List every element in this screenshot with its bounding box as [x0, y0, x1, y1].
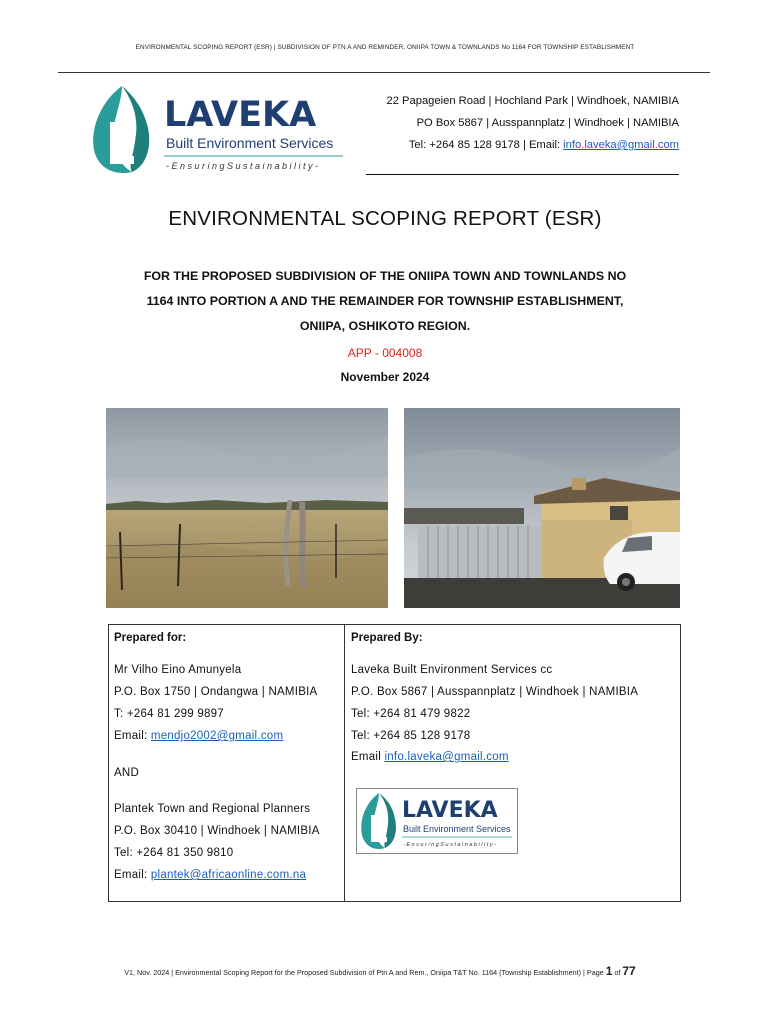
report-date: November 2024 — [340, 370, 430, 384]
footer-of: of — [612, 968, 623, 977]
address-email-link[interactable]: info.laveka@gmail.com — [563, 139, 679, 151]
address-line-2: PO Box 5867 | Ausspannplatz | Windhoek | NAMIBIA — [416, 117, 679, 129]
address-line-1: 22 Papageien Road | Hochland Park | Windhoek, NAMIBIA — [386, 95, 679, 107]
prepared-for-heading: Prepared for: — [114, 632, 187, 644]
client-name: Mr Vilho Eino Amunyela — [114, 664, 242, 676]
footer-page-number: 1 — [605, 964, 613, 978]
client-tel: T: +264 81 299 9897 — [114, 708, 224, 720]
client-email-label: Email: — [114, 730, 151, 742]
consultant-name: Laveka Built Environment Services cc — [351, 664, 553, 676]
prepared-by-heading: Prepared By: — [351, 632, 423, 644]
footer-text: V1, Nov. 2024 | Environmental Scoping Report for the Proposed Subdivision of Ptn A and Rem., Oniipa T&T No. 1164 (Township Establishment) | Page — [124, 968, 606, 977]
logo-tagline: Built Environment Services — [166, 135, 334, 151]
page-footer — [70, 964, 690, 978]
consultant-email — [351, 751, 509, 763]
and-label: AND — [114, 767, 140, 779]
running-header: ENVIRONMENTAL SCOPING REPORT (ESR) | SUBDIVISION OF PTN A AND REMINDER, ONIIPA TOWN & TOWNLANDS No 1164 FOR TOWNSHIP ESTABLISHMENT — [135, 44, 635, 51]
report-title: ENVIRONMENTAL SCOPING REPORT (ESR) — [168, 207, 602, 230]
planner-email — [114, 869, 306, 881]
app-number: APP - 004008 — [347, 346, 423, 360]
address-line-3 — [409, 139, 679, 151]
table-column-divider — [344, 624, 345, 901]
report-subtitle — [85, 264, 685, 339]
logo-slogan: - E n s u r i n g S u s t a i n a b i l i t y - — [166, 161, 319, 171]
planner-po: P.O. Box 30410 | Windhoek | NAMIBIA — [114, 825, 320, 837]
consultant-email-label: Email — [351, 751, 385, 763]
small-logo-tagline: Built Environment Services — [403, 824, 511, 834]
subtitle-line-3: ONIIPA, OSHIKOTO REGION. — [299, 319, 471, 333]
small-logo-name: LAVEKA — [402, 798, 498, 823]
footer-page-total: 77 — [622, 964, 636, 978]
planner-email-link[interactable]: plantek@africaonline.com.na — [150, 869, 307, 881]
consultant-tel-2: Tel: +264 85 128 9178 — [351, 730, 471, 742]
consultant-email-link[interactable]: info.laveka@gmail.com — [384, 751, 509, 763]
laveka-logo-small — [356, 788, 518, 854]
planner-email-label: Email: — [114, 869, 151, 881]
consultant-tel-1: Tel: +264 81 479 9822 — [351, 708, 471, 720]
planner-tel: Tel: +264 81 350 9810 — [114, 847, 234, 859]
address-divider — [366, 174, 679, 175]
header-divider — [58, 72, 710, 73]
small-logo-slogan: - E n s u r i n g S u s t a i n a b i l i t y - — [403, 842, 496, 848]
subtitle-line-2: 1164 INTO PORTION A AND THE REMAINDER FOR TOWNSHIP ESTABLISHMENT, — [146, 294, 624, 308]
planner-org: Plantek Town and Regional Planners — [114, 803, 311, 815]
site-photo-field — [106, 408, 388, 608]
address-tel: Tel: +264 85 128 9178 | Email: — [408, 139, 564, 151]
laveka-logo — [88, 82, 353, 177]
client-email-link[interactable]: mendjo2002@gmail.com — [150, 730, 284, 742]
client-email — [114, 730, 283, 742]
logo-name: LAVEKA — [164, 95, 317, 135]
subtitle-line-1: FOR THE PROPOSED SUBDIVISION OF THE ONIIPA TOWN AND TOWNLANDS NO — [143, 269, 627, 283]
consultant-po: P.O. Box 5867 | Ausspannplatz | Windhoek | NAMIBIA — [351, 686, 639, 698]
client-po: P.O. Box 1750 | Ondangwa | NAMIBIA — [114, 686, 318, 698]
site-photo-house — [404, 408, 680, 608]
